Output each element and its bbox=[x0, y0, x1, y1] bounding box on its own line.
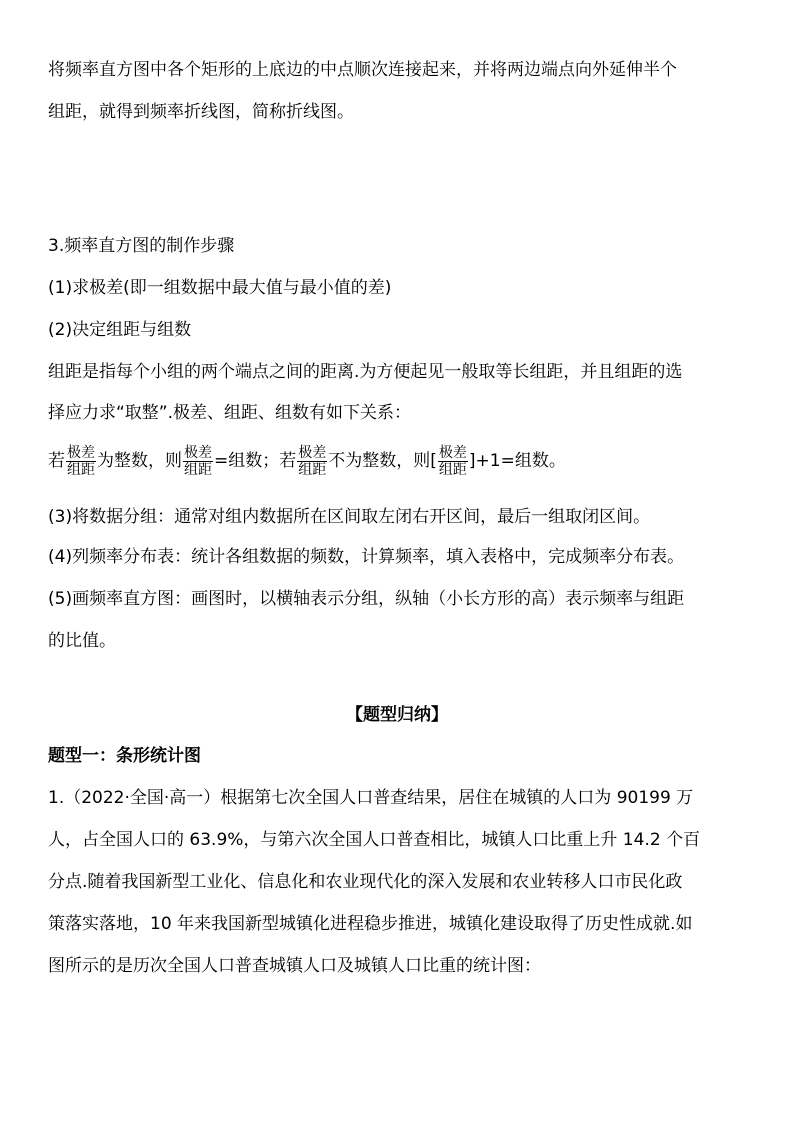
formula-text-2: =组数；若 bbox=[214, 451, 297, 471]
problem-1-line-1: 1.（2022·全国·高一）根据第七次全国人口普查结果，居住在城镇的人口为 90199 万 bbox=[48, 788, 694, 808]
formula-line bbox=[48, 444, 566, 478]
fraction-3: $\frac{\text{极差}}{\text{组距}}$ bbox=[298, 444, 327, 478]
fraction-1: $\frac{\text{极差}}{\text{组距}}$ bbox=[67, 444, 95, 478]
step-2-para-line-2: 择应力求“取整”.极差、组距、组数有如下关系： bbox=[48, 403, 412, 423]
step-5-line-1: (5)画频率直方图：画图时，以横轴表示分组，纵轴（小长方形的高）表示频率与组距 bbox=[48, 589, 685, 609]
intro-line-1: 将频率直方图中各个矩形的上底边的中点顺次连接起来，并将两边端点向外延伸半个 bbox=[48, 60, 677, 80]
formula-text-3: 不为整数，则[ bbox=[328, 451, 437, 471]
step-2-para-line-1: 组距是指每个小组的两个端点之间的距离.为方便起见一般取等长组距，并且组距的选 bbox=[48, 362, 683, 382]
problem-1-line-4: 策落实落地，10 年来我国新型城镇化进程稳步推进，城镇化建设取得了历史性成就.如 bbox=[48, 914, 693, 934]
step-1: (1)求极差(即一组数据中最大值与最小值的差) bbox=[48, 278, 392, 298]
problem-1-line-5: 图所示的是历次全国人口普查城镇人口及城镇人口比重的统计图： bbox=[48, 956, 541, 976]
problem-1-line-2: 人，占全国人口的 63.9%，与第六次全国人口普查相比，城镇人口比重上升 14.2 个百 bbox=[48, 830, 701, 850]
step-3: (3)将数据分组：通常对组内数据所在区间取左闭右开区间，最后一组取闭区间。 bbox=[48, 507, 651, 527]
fraction-4: $\frac{\text{极差}}{\text{组距}}$ bbox=[438, 444, 467, 478]
problem-1-line-3: 分点.随着我国新型工业化、信息化和农业现代化的深入发展和农业转移人口市民化政 bbox=[48, 872, 683, 892]
intro-line-2: 组距，就得到频率折线图，简称折线图。 bbox=[48, 102, 354, 122]
step-4: (4)列频率分布表：统计各组数据的频数，计算频率，填入表格中，完成频率分布表。 bbox=[48, 547, 685, 567]
step-2: (2)决定组距与组数 bbox=[48, 320, 192, 340]
formula-ruo-1: 若 bbox=[48, 451, 65, 471]
step-5-line-2: 的比值。 bbox=[48, 631, 116, 651]
section-title: 【题型归纳】 bbox=[346, 705, 448, 725]
formula-text-4: ]+1=组数。 bbox=[468, 451, 566, 471]
steps-heading: 3.频率直方图的制作步骤 bbox=[48, 236, 235, 256]
formula-text-1: 为整数，则 bbox=[97, 451, 182, 471]
question-type-1: 题型一：条形统计图 bbox=[48, 746, 201, 766]
fraction-2: $\frac{\text{极差}}{\text{组距}}$ bbox=[184, 444, 212, 478]
